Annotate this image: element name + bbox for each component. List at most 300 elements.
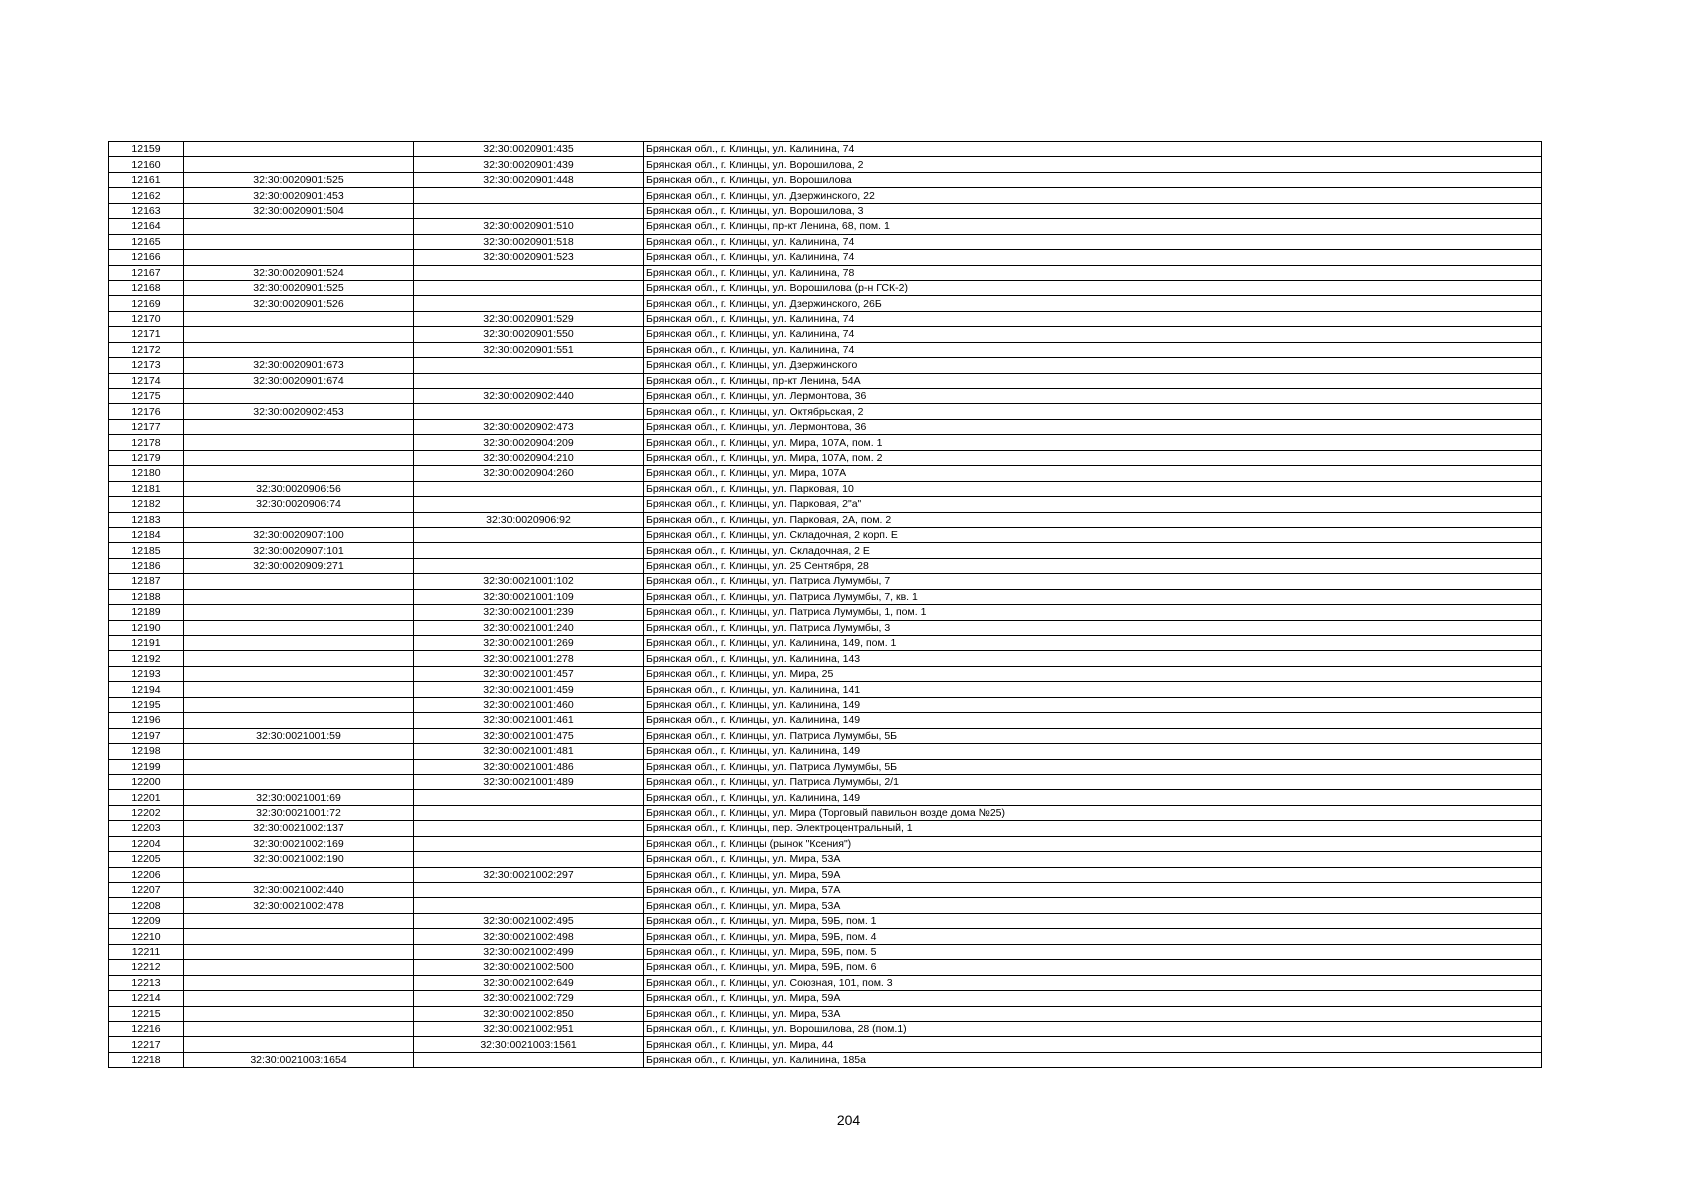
row-number-cell: 12206 (109, 867, 184, 882)
table-row (109, 744, 1542, 759)
row-number-cell: 12201 (109, 790, 184, 805)
address-cell: Брянская обл., г. Клинцы, ул. Мира, 53А (644, 1006, 1542, 1021)
cadastral-number-cell (184, 636, 414, 651)
address-cell: Брянская обл., г. Клинцы, ул. Мира, 59А (644, 867, 1542, 882)
row-number-cell: 12185 (109, 543, 184, 558)
cadastral-number-cell (184, 450, 414, 465)
address-cell: Брянская обл., г. Клинцы, ул. Мира, 59Б, пом. 5 (644, 944, 1542, 959)
cadastral-number-cell: 32:30:0020907:101 (184, 543, 414, 558)
table-row (109, 157, 1542, 172)
table-row (109, 172, 1542, 187)
row-number-cell: 12179 (109, 450, 184, 465)
cadastral-number-cell (184, 142, 414, 157)
cadastral-number-cell: 32:30:0021001:69 (184, 790, 414, 805)
row-number-cell: 12188 (109, 589, 184, 604)
cadastral-number-cell (184, 929, 414, 944)
address-cell: Брянская обл., г. Клинцы, ул. Патриса Лумумбы, 7, кв. 1 (644, 589, 1542, 604)
row-number-cell: 12212 (109, 960, 184, 975)
cadastral-number-cell (184, 466, 414, 481)
table-row (109, 342, 1542, 357)
row-number-cell: 12183 (109, 512, 184, 527)
table-row (109, 759, 1542, 774)
address-cell: Брянская обл., г. Клинцы, ул. Дзержинского (644, 358, 1542, 373)
new-cadastral-number-cell: 32:30:0021001:269 (414, 636, 644, 651)
cadastral-number-cell: 32:30:0021002:190 (184, 852, 414, 867)
new-cadastral-number-cell: 32:30:0020901:529 (414, 311, 644, 326)
cadastral-number-cell: 32:30:0020901:525 (184, 280, 414, 295)
new-cadastral-number-cell (414, 188, 644, 203)
cadastral-number-cell (184, 589, 414, 604)
new-cadastral-number-cell (414, 790, 644, 805)
row-number-cell: 12189 (109, 605, 184, 620)
address-cell: Брянская обл., г. Клинцы, ул. Мира, 53А (644, 898, 1542, 913)
cadastral-number-cell (184, 389, 414, 404)
table-row (109, 327, 1542, 342)
cadastral-number-cell (184, 419, 414, 434)
row-number-cell: 12214 (109, 991, 184, 1006)
new-cadastral-number-cell (414, 1052, 644, 1067)
new-cadastral-number-cell: 32:30:0021001:460 (414, 697, 644, 712)
new-cadastral-number-cell (414, 481, 644, 496)
page-number: 204 (836, 1112, 861, 1128)
row-number-cell: 12218 (109, 1052, 184, 1067)
cadastral-number-cell (184, 219, 414, 234)
cadastral-number-cell (184, 713, 414, 728)
address-cell: Брянская обл., г. Клинцы, ул. Мира, 25 (644, 666, 1542, 681)
address-cell: Брянская обл., г. Клинцы, ул. Ворошилова, 2 (644, 157, 1542, 172)
cadastral-number-cell (184, 759, 414, 774)
row-number-cell: 12173 (109, 358, 184, 373)
cadastral-number-cell (184, 682, 414, 697)
new-cadastral-number-cell: 32:30:0021001:240 (414, 620, 644, 635)
row-number-cell: 12192 (109, 651, 184, 666)
cadastral-number-cell: 32:30:0021001:59 (184, 728, 414, 743)
row-number-cell: 12182 (109, 497, 184, 512)
address-cell: Брянская обл., г. Клинцы, ул. Дзержинского, 22 (644, 188, 1542, 203)
cadastral-number-cell (184, 1006, 414, 1021)
row-number-cell: 12203 (109, 821, 184, 836)
address-cell: Брянская обл., г. Клинцы, ул. Ворошилова (р-н ГСК-2) (644, 280, 1542, 295)
cadastral-number-cell (184, 435, 414, 450)
cadastral-number-cell (184, 975, 414, 990)
cadastral-number-cell (184, 342, 414, 357)
table-row (109, 219, 1542, 234)
address-cell: Брянская обл., г. Клинцы, ул. Союзная, 101, пом. 3 (644, 975, 1542, 990)
cadastral-number-cell: 32:30:0020901:524 (184, 265, 414, 280)
row-number-cell: 12211 (109, 944, 184, 959)
registry-table (108, 141, 1542, 1068)
cadastral-number-cell: 32:30:0021002:137 (184, 821, 414, 836)
table-row (109, 419, 1542, 434)
address-cell: Брянская обл., г. Клинцы (рынок "Ксения") (644, 836, 1542, 851)
row-number-cell: 12184 (109, 527, 184, 542)
row-number-cell: 12193 (109, 666, 184, 681)
new-cadastral-number-cell: 32:30:0021001:239 (414, 605, 644, 620)
row-number-cell: 12186 (109, 558, 184, 573)
row-number-cell: 12217 (109, 1037, 184, 1052)
address-cell: Брянская обл., г. Клинцы, ул. Патриса Лумумбы, 5Б (644, 759, 1542, 774)
new-cadastral-number-cell: 32:30:0021002:951 (414, 1021, 644, 1036)
table-row (109, 589, 1542, 604)
cadastral-number-cell (184, 913, 414, 928)
row-number-cell: 12194 (109, 682, 184, 697)
table-row (109, 188, 1542, 203)
cadastral-number-cell: 32:30:0021001:72 (184, 805, 414, 820)
address-cell: Брянская обл., г. Клинцы, ул. Лермонтова, 36 (644, 389, 1542, 404)
cadastral-number-cell: 32:30:0020901:526 (184, 296, 414, 311)
address-cell: Брянская обл., г. Клинцы, ул. Патриса Лумумбы, 7 (644, 574, 1542, 589)
address-cell: Брянская обл., г. Клинцы, пр-кт Ленина, 54А (644, 373, 1542, 388)
cadastral-number-cell (184, 944, 414, 959)
address-cell: Брянская обл., г. Клинцы, ул. Складочная, 2 Е (644, 543, 1542, 558)
address-cell: Брянская обл., г. Клинцы, ул. Патриса Лумумбы, 3 (644, 620, 1542, 635)
cadastral-number-cell: 32:30:0020901:453 (184, 188, 414, 203)
row-number-cell: 12175 (109, 389, 184, 404)
cadastral-number-cell (184, 157, 414, 172)
new-cadastral-number-cell: 32:30:0020902:440 (414, 389, 644, 404)
address-cell: Брянская обл., г. Клинцы, ул. Дзержинского, 26Б (644, 296, 1542, 311)
address-cell: Брянская обл., г. Клинцы, ул. Калинина, 185а (644, 1052, 1542, 1067)
new-cadastral-number-cell: 32:30:0021001:102 (414, 574, 644, 589)
cadastral-number-cell (184, 867, 414, 882)
address-cell: Брянская обл., г. Клинцы, ул. Калинина, 78 (644, 265, 1542, 280)
row-number-cell: 12171 (109, 327, 184, 342)
row-number-cell: 12215 (109, 1006, 184, 1021)
new-cadastral-number-cell: 32:30:0021001:481 (414, 744, 644, 759)
address-cell: Брянская обл., г. Клинцы, ул. Лермонтова, 36 (644, 419, 1542, 434)
new-cadastral-number-cell: 32:30:0021001:486 (414, 759, 644, 774)
new-cadastral-number-cell: 32:30:0021001:109 (414, 589, 644, 604)
table-row (109, 574, 1542, 589)
row-number-cell: 12167 (109, 265, 184, 280)
cadastral-number-cell: 32:30:0021002:169 (184, 836, 414, 851)
address-cell: Брянская обл., г. Клинцы, ул. Октябрьская, 2 (644, 404, 1542, 419)
table-row (109, 558, 1542, 573)
cadastral-number-cell (184, 991, 414, 1006)
table-row (109, 821, 1542, 836)
address-cell: Брянская обл., г. Клинцы, ул. Парковая, 10 (644, 481, 1542, 496)
address-cell: Брянская обл., г. Клинцы, ул. Калинина, 143 (644, 651, 1542, 666)
address-cell: Брянская обл., г. Клинцы, ул. Калинина, 149 (644, 790, 1542, 805)
cadastral-number-cell (184, 744, 414, 759)
cadastral-number-cell: 32:30:0020901:525 (184, 172, 414, 187)
address-cell: Брянская обл., г. Клинцы, ул. Калинина, 149 (644, 744, 1542, 759)
table-row (109, 250, 1542, 265)
table-row (109, 203, 1542, 218)
table-row (109, 682, 1542, 697)
new-cadastral-number-cell (414, 296, 644, 311)
row-number-cell: 12168 (109, 280, 184, 295)
address-cell: Брянская обл., г. Клинцы, ул. Мира, 44 (644, 1037, 1542, 1052)
new-cadastral-number-cell: 32:30:0021001:457 (414, 666, 644, 681)
new-cadastral-number-cell: 32:30:0021002:495 (414, 913, 644, 928)
cadastral-number-cell (184, 574, 414, 589)
new-cadastral-number-cell: 32:30:0021002:498 (414, 929, 644, 944)
table-row (109, 975, 1542, 990)
new-cadastral-number-cell: 32:30:0021003:1561 (414, 1037, 644, 1052)
row-number-cell: 12195 (109, 697, 184, 712)
new-cadastral-number-cell: 32:30:0020904:260 (414, 466, 644, 481)
table-row (109, 728, 1542, 743)
new-cadastral-number-cell: 32:30:0021002:297 (414, 867, 644, 882)
cadastral-number-cell: 32:30:0020902:453 (184, 404, 414, 419)
table-row (109, 404, 1542, 419)
row-number-cell: 12216 (109, 1021, 184, 1036)
new-cadastral-number-cell (414, 280, 644, 295)
row-number-cell: 12191 (109, 636, 184, 651)
address-cell: Брянская обл., г. Клинцы, ул. Ворошилова, 28 (пом.1) (644, 1021, 1542, 1036)
new-cadastral-number-cell (414, 358, 644, 373)
new-cadastral-number-cell (414, 373, 644, 388)
address-cell: Брянская обл., г. Клинцы, ул. Калинина, 149 (644, 697, 1542, 712)
table-row (109, 697, 1542, 712)
table-row (109, 373, 1542, 388)
table-row (109, 605, 1542, 620)
row-number-cell: 12174 (109, 373, 184, 388)
cadastral-number-cell (184, 620, 414, 635)
table-row (109, 836, 1542, 851)
cadastral-number-cell: 32:30:0021002:440 (184, 883, 414, 898)
row-number-cell: 12180 (109, 466, 184, 481)
table-row (109, 234, 1542, 249)
address-cell: Брянская обл., г. Клинцы, ул. Мира, 57А (644, 883, 1542, 898)
new-cadastral-number-cell: 32:30:0020902:473 (414, 419, 644, 434)
new-cadastral-number-cell: 32:30:0021001:489 (414, 774, 644, 789)
new-cadastral-number-cell: 32:30:0021001:461 (414, 713, 644, 728)
address-cell: Брянская обл., г. Клинцы, ул. Калинина, 74 (644, 327, 1542, 342)
address-cell: Брянская обл., г. Клинцы, ул. Парковая, 2А, пом. 2 (644, 512, 1542, 527)
row-number-cell: 12208 (109, 898, 184, 913)
cadastral-number-cell (184, 605, 414, 620)
row-number-cell: 12159 (109, 142, 184, 157)
table-row (109, 805, 1542, 820)
table-row (109, 790, 1542, 805)
address-cell: Брянская обл., г. Клинцы, ул. Мира, 107А, пом. 2 (644, 450, 1542, 465)
cadastral-number-cell (184, 1021, 414, 1036)
row-number-cell: 12172 (109, 342, 184, 357)
address-cell: Брянская обл., г. Клинцы, ул. Ворошилова, 3 (644, 203, 1542, 218)
address-cell: Брянская обл., г. Клинцы, ул. Мира, 107А (644, 466, 1542, 481)
row-number-cell: 12213 (109, 975, 184, 990)
row-number-cell: 12162 (109, 188, 184, 203)
new-cadastral-number-cell: 32:30:0021001:459 (414, 682, 644, 697)
table-row (109, 867, 1542, 882)
table-row (109, 265, 1542, 280)
row-number-cell: 12199 (109, 759, 184, 774)
row-number-cell: 12209 (109, 913, 184, 928)
row-number-cell: 12177 (109, 419, 184, 434)
address-cell: Брянская обл., г. Клинцы, ул. Патриса Лумумбы, 5Б (644, 728, 1542, 743)
table-row (109, 543, 1542, 558)
row-number-cell: 12181 (109, 481, 184, 496)
table-row (109, 883, 1542, 898)
new-cadastral-number-cell (414, 898, 644, 913)
cadastral-number-cell: 32:30:0020906:56 (184, 481, 414, 496)
new-cadastral-number-cell: 32:30:0021001:278 (414, 651, 644, 666)
address-cell: Брянская обл., г. Клинцы, ул. Калинина, 149 (644, 713, 1542, 728)
new-cadastral-number-cell (414, 805, 644, 820)
row-number-cell: 12205 (109, 852, 184, 867)
table-row (109, 944, 1542, 959)
table-row (109, 929, 1542, 944)
row-number-cell: 12164 (109, 219, 184, 234)
new-cadastral-number-cell: 32:30:0021001:475 (414, 728, 644, 743)
table-row (109, 450, 1542, 465)
table-row (109, 913, 1542, 928)
row-number-cell: 12190 (109, 620, 184, 635)
new-cadastral-number-cell: 32:30:0020901:448 (414, 172, 644, 187)
new-cadastral-number-cell (414, 558, 644, 573)
row-number-cell: 12166 (109, 250, 184, 265)
new-cadastral-number-cell: 32:30:0021002:850 (414, 1006, 644, 1021)
table-row (109, 389, 1542, 404)
address-cell: Брянская обл., г. Клинцы, ул. 25 Сентября, 28 (644, 558, 1542, 573)
address-cell: Брянская обл., г. Клинцы, ул. Калинина, 74 (644, 342, 1542, 357)
new-cadastral-number-cell: 32:30:0020906:92 (414, 512, 644, 527)
cadastral-number-cell (184, 651, 414, 666)
cadastral-number-cell (184, 774, 414, 789)
address-cell: Брянская обл., г. Клинцы, ул. Калинина, 149, пом. 1 (644, 636, 1542, 651)
cadastral-number-cell (184, 1037, 414, 1052)
new-cadastral-number-cell (414, 821, 644, 836)
new-cadastral-number-cell (414, 265, 644, 280)
address-cell: Брянская обл., г. Клинцы, ул. Мира, 59Б, пом. 4 (644, 929, 1542, 944)
address-cell: Брянская обл., г. Клинцы, ул. Мира, 59Б, пом. 6 (644, 960, 1542, 975)
new-cadastral-number-cell: 32:30:0020901:439 (414, 157, 644, 172)
row-number-cell: 12210 (109, 929, 184, 944)
row-number-cell: 12198 (109, 744, 184, 759)
address-cell: Брянская обл., г. Клинцы, ул. Ворошилова (644, 172, 1542, 187)
table-row (109, 527, 1542, 542)
table-row (109, 435, 1542, 450)
row-number-cell: 12170 (109, 311, 184, 326)
address-cell: Брянская обл., г. Клинцы, ул. Калинина, 141 (644, 682, 1542, 697)
new-cadastral-number-cell (414, 836, 644, 851)
table-row (109, 481, 1542, 496)
cadastral-number-cell: 32:30:0020906:74 (184, 497, 414, 512)
row-number-cell: 12204 (109, 836, 184, 851)
row-number-cell: 12178 (109, 435, 184, 450)
table-row (109, 512, 1542, 527)
cadastral-number-cell: 32:30:0020907:100 (184, 527, 414, 542)
address-cell: Брянская обл., г. Клинцы, ул. Парковая, 2"а" (644, 497, 1542, 512)
row-number-cell: 12176 (109, 404, 184, 419)
new-cadastral-number-cell: 32:30:0021002:729 (414, 991, 644, 1006)
registry-table-body (109, 142, 1542, 1068)
table-row (109, 280, 1542, 295)
table-row (109, 311, 1542, 326)
cadastral-number-cell (184, 697, 414, 712)
cadastral-number-cell (184, 666, 414, 681)
address-cell: Брянская обл., г. Клинцы, ул. Калинина, 74 (644, 234, 1542, 249)
cadastral-number-cell (184, 512, 414, 527)
new-cadastral-number-cell (414, 527, 644, 542)
row-number-cell: 12169 (109, 296, 184, 311)
table-row (109, 1021, 1542, 1036)
new-cadastral-number-cell (414, 203, 644, 218)
address-cell: Брянская обл., г. Клинцы, ул. Мира, 59Б, пом. 1 (644, 913, 1542, 928)
row-number-cell: 12200 (109, 774, 184, 789)
row-number-cell: 12197 (109, 728, 184, 743)
table-row (109, 497, 1542, 512)
table-row (109, 991, 1542, 1006)
cadastral-number-cell (184, 311, 414, 326)
table-row (109, 774, 1542, 789)
new-cadastral-number-cell: 32:30:0021002:649 (414, 975, 644, 990)
new-cadastral-number-cell (414, 404, 644, 419)
row-number-cell: 12202 (109, 805, 184, 820)
cadastral-number-cell: 32:30:0021002:478 (184, 898, 414, 913)
row-number-cell: 12187 (109, 574, 184, 589)
address-cell: Брянская обл., г. Клинцы, ул. Калинина, 74 (644, 250, 1542, 265)
table-row (109, 296, 1542, 311)
cadastral-number-cell (184, 960, 414, 975)
address-cell: Брянская обл., г. Клинцы, ул. Патриса Лумумбы, 2/1 (644, 774, 1542, 789)
address-cell: Брянская обл., г. Клинцы, пр-кт Ленина, 68, пом. 1 (644, 219, 1542, 234)
cadastral-number-cell: 32:30:0020901:504 (184, 203, 414, 218)
address-cell: Брянская обл., г. Клинцы, ул. Мира, 53А (644, 852, 1542, 867)
new-cadastral-number-cell: 32:30:0021002:500 (414, 960, 644, 975)
table-row (109, 713, 1542, 728)
address-cell: Брянская обл., г. Клинцы, ул. Калинина, 74 (644, 311, 1542, 326)
table-row (109, 620, 1542, 635)
row-number-cell: 12163 (109, 203, 184, 218)
row-number-cell: 12160 (109, 157, 184, 172)
new-cadastral-number-cell: 32:30:0020901:550 (414, 327, 644, 342)
table-row (109, 636, 1542, 651)
row-number-cell: 12161 (109, 172, 184, 187)
cadastral-number-cell: 32:30:0020909:271 (184, 558, 414, 573)
address-cell: Брянская обл., г. Клинцы, ул. Патриса Лумумбы, 1, пом. 1 (644, 605, 1542, 620)
row-number-cell: 12207 (109, 883, 184, 898)
table-row (109, 358, 1542, 373)
new-cadastral-number-cell (414, 852, 644, 867)
address-cell: Брянская обл., г. Клинцы, ул. Мира, 107А, пом. 1 (644, 435, 1542, 450)
row-number-cell: 12196 (109, 713, 184, 728)
cadastral-number-cell: 32:30:0020901:673 (184, 358, 414, 373)
table-row (109, 960, 1542, 975)
new-cadastral-number-cell (414, 883, 644, 898)
cadastral-number-cell (184, 234, 414, 249)
new-cadastral-number-cell: 32:30:0020904:209 (414, 435, 644, 450)
address-cell: Брянская обл., г. Клинцы, пер. Электроцентральный, 1 (644, 821, 1542, 836)
new-cadastral-number-cell: 32:30:0021002:499 (414, 944, 644, 959)
cadastral-number-cell: 32:30:0020901:674 (184, 373, 414, 388)
table-row (109, 466, 1542, 481)
table-row (109, 1037, 1542, 1052)
cadastral-number-cell (184, 250, 414, 265)
table-row (109, 898, 1542, 913)
new-cadastral-number-cell: 32:30:0020904:210 (414, 450, 644, 465)
address-cell: Брянская обл., г. Клинцы, ул. Калинина, 74 (644, 142, 1542, 157)
cadastral-number-cell: 32:30:0021003:1654 (184, 1052, 414, 1067)
table-row (109, 852, 1542, 867)
table-row (109, 666, 1542, 681)
address-cell: Брянская обл., г. Клинцы, ул. Мира (Торговый павильон возде дома №25) (644, 805, 1542, 820)
table-row (109, 651, 1542, 666)
row-number-cell: 12165 (109, 234, 184, 249)
new-cadastral-number-cell: 32:30:0020901:523 (414, 250, 644, 265)
new-cadastral-number-cell: 32:30:0020901:518 (414, 234, 644, 249)
table-row (109, 142, 1542, 157)
table-row (109, 1052, 1542, 1067)
new-cadastral-number-cell (414, 543, 644, 558)
new-cadastral-number-cell (414, 497, 644, 512)
address-cell: Брянская обл., г. Клинцы, ул. Мира, 59А (644, 991, 1542, 1006)
new-cadastral-number-cell: 32:30:0020901:551 (414, 342, 644, 357)
new-cadastral-number-cell: 32:30:0020901:435 (414, 142, 644, 157)
address-cell: Брянская обл., г. Клинцы, ул. Складочная, 2 корп. Е (644, 527, 1542, 542)
